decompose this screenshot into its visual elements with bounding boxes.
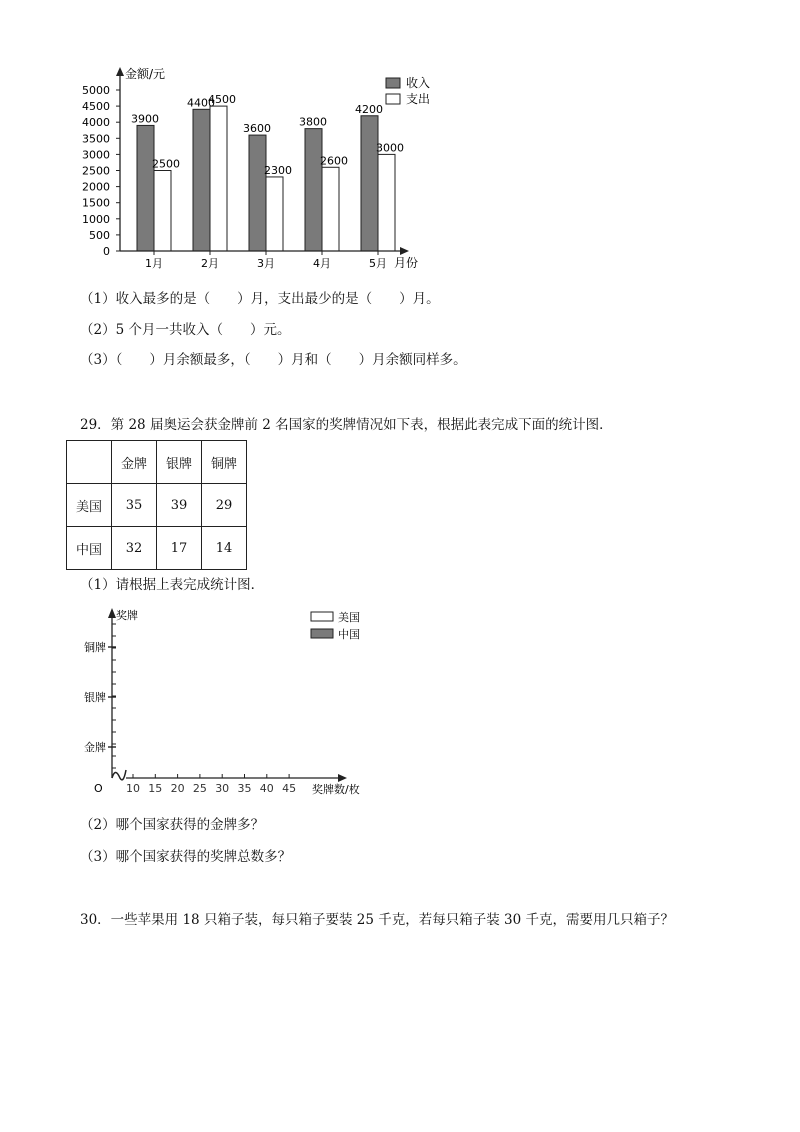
x-tick-label: 2月 (201, 257, 219, 270)
q29-title: 29．第 28 届奥运会获金牌前 2 名国家的奖牌情况如下表，根据此表完成下面的统计图． (80, 417, 613, 433)
category-label-silver: 银牌 (84, 691, 106, 704)
category-label-bronze: 铜牌 (84, 641, 106, 654)
y-axis-title: 金额/元 (125, 67, 166, 81)
bar-income (305, 129, 322, 251)
y-tick-label: 3000 (82, 148, 110, 162)
q28-line-2: （2）5 个月一共收入（ ）元。 (80, 322, 291, 338)
x-axis-title: 奖牌数/枚 (312, 783, 360, 796)
legend-label-china: 中国 (338, 628, 360, 641)
x-tick-label: 35 (237, 782, 252, 795)
bar-expense (378, 154, 395, 251)
y-axis-arrow (108, 608, 116, 618)
y-tick-label: 5000 (82, 84, 110, 97)
q28-line-3: （3）（ ）月余额最多，（ ）月和（ ）月余额同样多。 (80, 352, 467, 368)
table-row (67, 484, 247, 527)
x-axis-title: 月份 (394, 256, 419, 270)
y-tick-label: 3500 (82, 132, 110, 146)
q28-line-1: （1）收入最多的是（ ）月，支出最少的是（ ）月。 (80, 291, 440, 307)
y-tick-label: 4000 (82, 116, 110, 130)
x-tick-label: 20 (170, 782, 185, 795)
x-tick-label: 30 (215, 782, 230, 795)
table-cell: 中国 (67, 527, 112, 570)
y-tick-label: 2000 (82, 180, 110, 194)
bar-expense (210, 106, 227, 251)
legend-swatch-china (311, 629, 333, 638)
x-axis-ticks (126, 774, 296, 795)
table-cell: 17 (157, 527, 202, 570)
y-tick-label: 4500 (82, 100, 110, 114)
y-axis-ticks (82, 84, 120, 258)
category-label-gold: 金牌 (84, 741, 106, 754)
y-tick-label: 1500 (82, 196, 110, 210)
x-axis-arrow (338, 774, 347, 782)
table-header-bronze: 铜牌 (202, 441, 247, 484)
y-tick-label: 1000 (82, 212, 110, 226)
legend-swatch-usa (311, 612, 333, 621)
medal-table (66, 440, 247, 570)
legend-swatch-income (386, 78, 400, 88)
y-tick-label: 2500 (82, 164, 110, 178)
table-cell: 美国 (67, 484, 112, 527)
legend-swatch-expense (386, 94, 400, 104)
bar-expense (322, 167, 339, 251)
x-tick-label: 1月 (145, 257, 163, 270)
legend-label-income: 收入 (406, 76, 431, 90)
table-cell: 39 (157, 484, 202, 527)
data-label-expense: 2500 (152, 157, 180, 171)
table-header-row (67, 441, 247, 484)
y-tick-label: 0 (103, 245, 110, 258)
bar-expense (266, 177, 283, 251)
y-axis-title: 奖牌 (116, 609, 138, 622)
data-label-expense: 4500 (208, 93, 236, 107)
origin-label: O (94, 782, 103, 795)
x-tick-label: 3月 (257, 257, 275, 270)
bar-expense (154, 171, 171, 252)
table-cell: 35 (112, 484, 157, 527)
table-cell: 14 (202, 527, 247, 570)
x-tick-label: 5月 (369, 257, 387, 270)
x-tick-label: 40 (259, 782, 274, 795)
y-tick-label: 500 (89, 228, 110, 242)
bar-income (361, 116, 378, 251)
table-header-gold: 金牌 (112, 441, 157, 484)
bars (131, 93, 404, 251)
data-label-income: 3600 (243, 122, 271, 136)
x-axis-arrow (400, 247, 409, 255)
table-header-silver: 银牌 (157, 441, 202, 484)
x-tick-label: 25 (192, 782, 207, 795)
bar-income (193, 109, 210, 251)
q29-sub3: （3）哪个国家获得的奖牌总数多？ (80, 849, 292, 865)
data-label-expense: 3000 (376, 141, 404, 155)
table-cell: 32 (112, 527, 157, 570)
q30-text: 30．一些苹果用 18 只箱子装，每只箱子要装 25 千克，若每只箱子装 30 千克，需要用几只箱子？ (80, 912, 674, 928)
data-label-income: 3800 (299, 115, 327, 129)
data-label-expense: 2600 (320, 154, 348, 168)
q29-sub1: （1）请根据上表完成统计图． (80, 577, 265, 593)
data-label-expense: 2300 (264, 163, 292, 177)
x-tick-label: 45 (282, 782, 297, 795)
table-cell (67, 441, 112, 484)
x-tick-label: 15 (148, 782, 163, 795)
medal-chart-blank (70, 600, 400, 805)
bar-income (249, 135, 266, 251)
table-cell: 29 (202, 484, 247, 527)
income-expense-chart (60, 60, 460, 275)
legend-label-expense: 支出 (406, 92, 431, 106)
legend-label-usa: 美国 (338, 611, 360, 624)
q29-sub2: （2）哪个国家获得的金牌多？ (80, 817, 265, 833)
data-label-income: 3900 (131, 112, 159, 126)
x-tick-label: 4月 (313, 257, 331, 270)
y-axis-arrow (116, 67, 124, 76)
data-label-income: 4400 (187, 96, 215, 110)
bar-income (137, 125, 154, 251)
data-label-income: 4200 (355, 102, 383, 116)
x-tick-label: 10 (126, 782, 140, 795)
x-axis-labels (145, 251, 387, 270)
table-row (67, 527, 247, 570)
axis-break (112, 770, 126, 780)
